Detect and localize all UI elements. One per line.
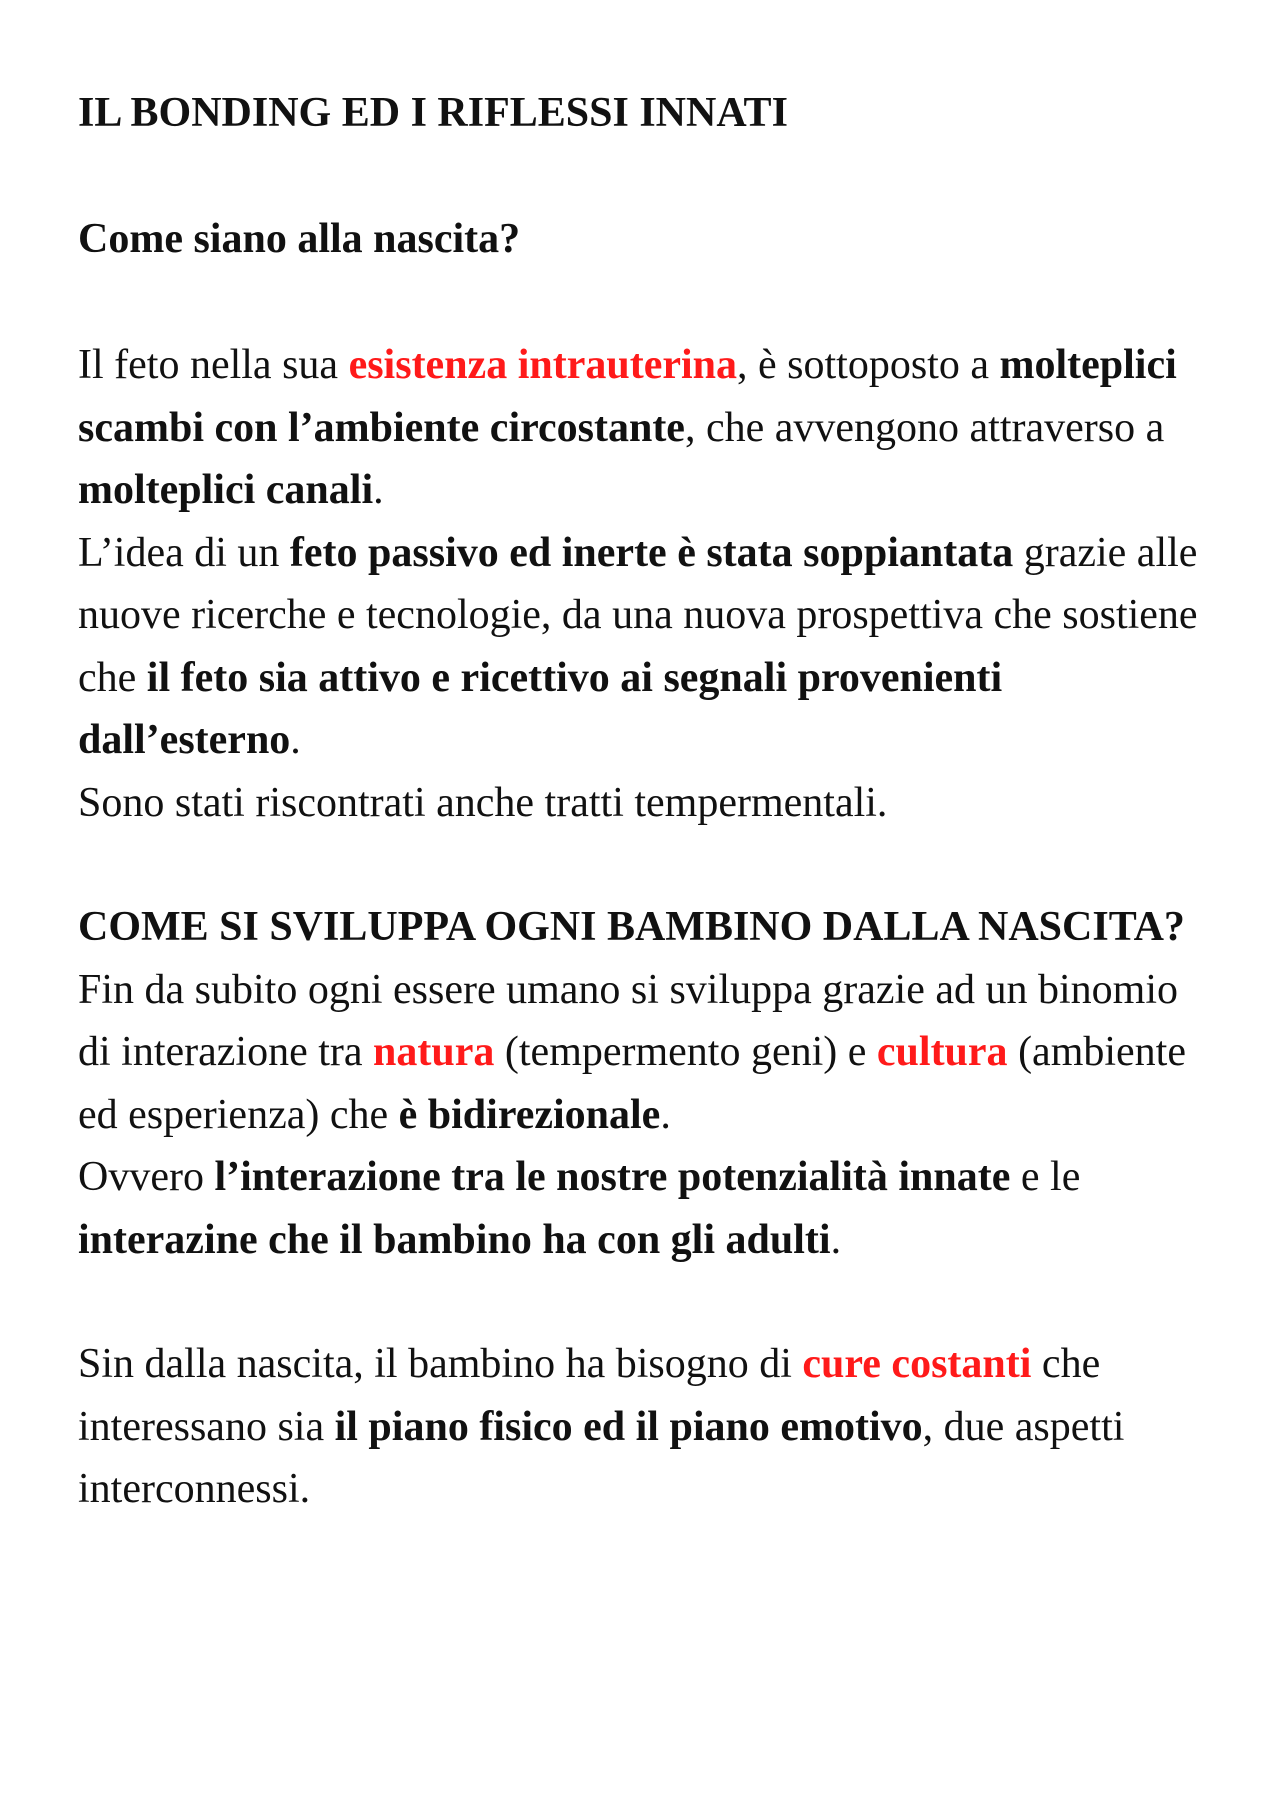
- text-run: Il feto nella sua: [78, 342, 349, 388]
- bold-bidirectional: è bidirezionale: [398, 1091, 661, 1138]
- bold-multiple-exchanges: molteplici scambi con l’ambiente circostante: [78, 342, 1177, 451]
- paragraph-nature-culture: [78, 959, 1218, 1147]
- text-run: e le: [1010, 1154, 1081, 1200]
- text-run: (tempermento geni) e: [494, 1029, 877, 1075]
- text-run: .: [290, 717, 301, 763]
- bold-passive-fetus: feto passivo ed inerte è stata soppiantata: [289, 529, 1014, 576]
- bold-physical-emotional: il piano fisico ed il piano emotivo: [334, 1403, 923, 1450]
- page-title: IL BONDING ED I RIFLESSI INNATI: [78, 90, 788, 136]
- section-heading-development: COME SI SVILUPPA OGNI BAMBINO DALLA NASCITA?: [78, 904, 1185, 950]
- text-run: .: [373, 467, 384, 513]
- text-run: .: [830, 1216, 842, 1263]
- text-run: Ovvero: [78, 1154, 215, 1200]
- text-run: L’idea di un: [78, 529, 290, 576]
- highlight-nature: natura: [373, 1029, 495, 1075]
- paragraph-constant-care: [78, 1333, 1218, 1521]
- bold-adult-interaction: interazine che il bambino ha con gli adulti: [78, 1216, 831, 1263]
- paragraph-temperament: Sono stati riscontrati anche tratti tempermentali.: [78, 779, 888, 826]
- highlight-intrauterine: esistenza intrauterina: [348, 342, 738, 388]
- text-run: .: [660, 1091, 671, 1138]
- highlight-constant-care: cure costanti: [802, 1341, 1032, 1387]
- bold-innate-potential: l’interazione tra le nostre potenzialità innate: [214, 1154, 1011, 1200]
- text-run: , due aspetti interconnessi.: [78, 1403, 1125, 1512]
- text-run: , è sottoposto a: [737, 342, 1000, 388]
- paragraph-interaction: [78, 1146, 1218, 1271]
- bold-active-fetus: il feto sia attivo e ricettivo ai segnali provenienti dall’esterno: [78, 654, 1003, 763]
- subtitle: Come siano alla nascita?: [78, 216, 521, 262]
- text-run: , che avvengono attraverso a: [684, 404, 1165, 451]
- paragraph-fetal-exchanges: [78, 334, 1218, 522]
- text-run: (ambiente ed esperienza) che: [78, 1029, 1186, 1138]
- highlight-culture: cultura: [876, 1029, 1008, 1075]
- text-run: Sin dalla nascita, il bambino ha bisogno di: [78, 1341, 803, 1387]
- text-run: grazie alle nuove ricerche e tecnologie, da una nuova prospettiva che sostiene che: [78, 529, 1198, 701]
- paragraph-active-fetus: [78, 522, 1218, 772]
- bold-multiple-channels: molteplici canali: [78, 467, 374, 513]
- text-run: che interessano sia: [78, 1341, 1101, 1450]
- text-run: Fin da subito ogni essere umano si sviluppa grazie ad un binomio di interazione tra: [78, 966, 1178, 1075]
